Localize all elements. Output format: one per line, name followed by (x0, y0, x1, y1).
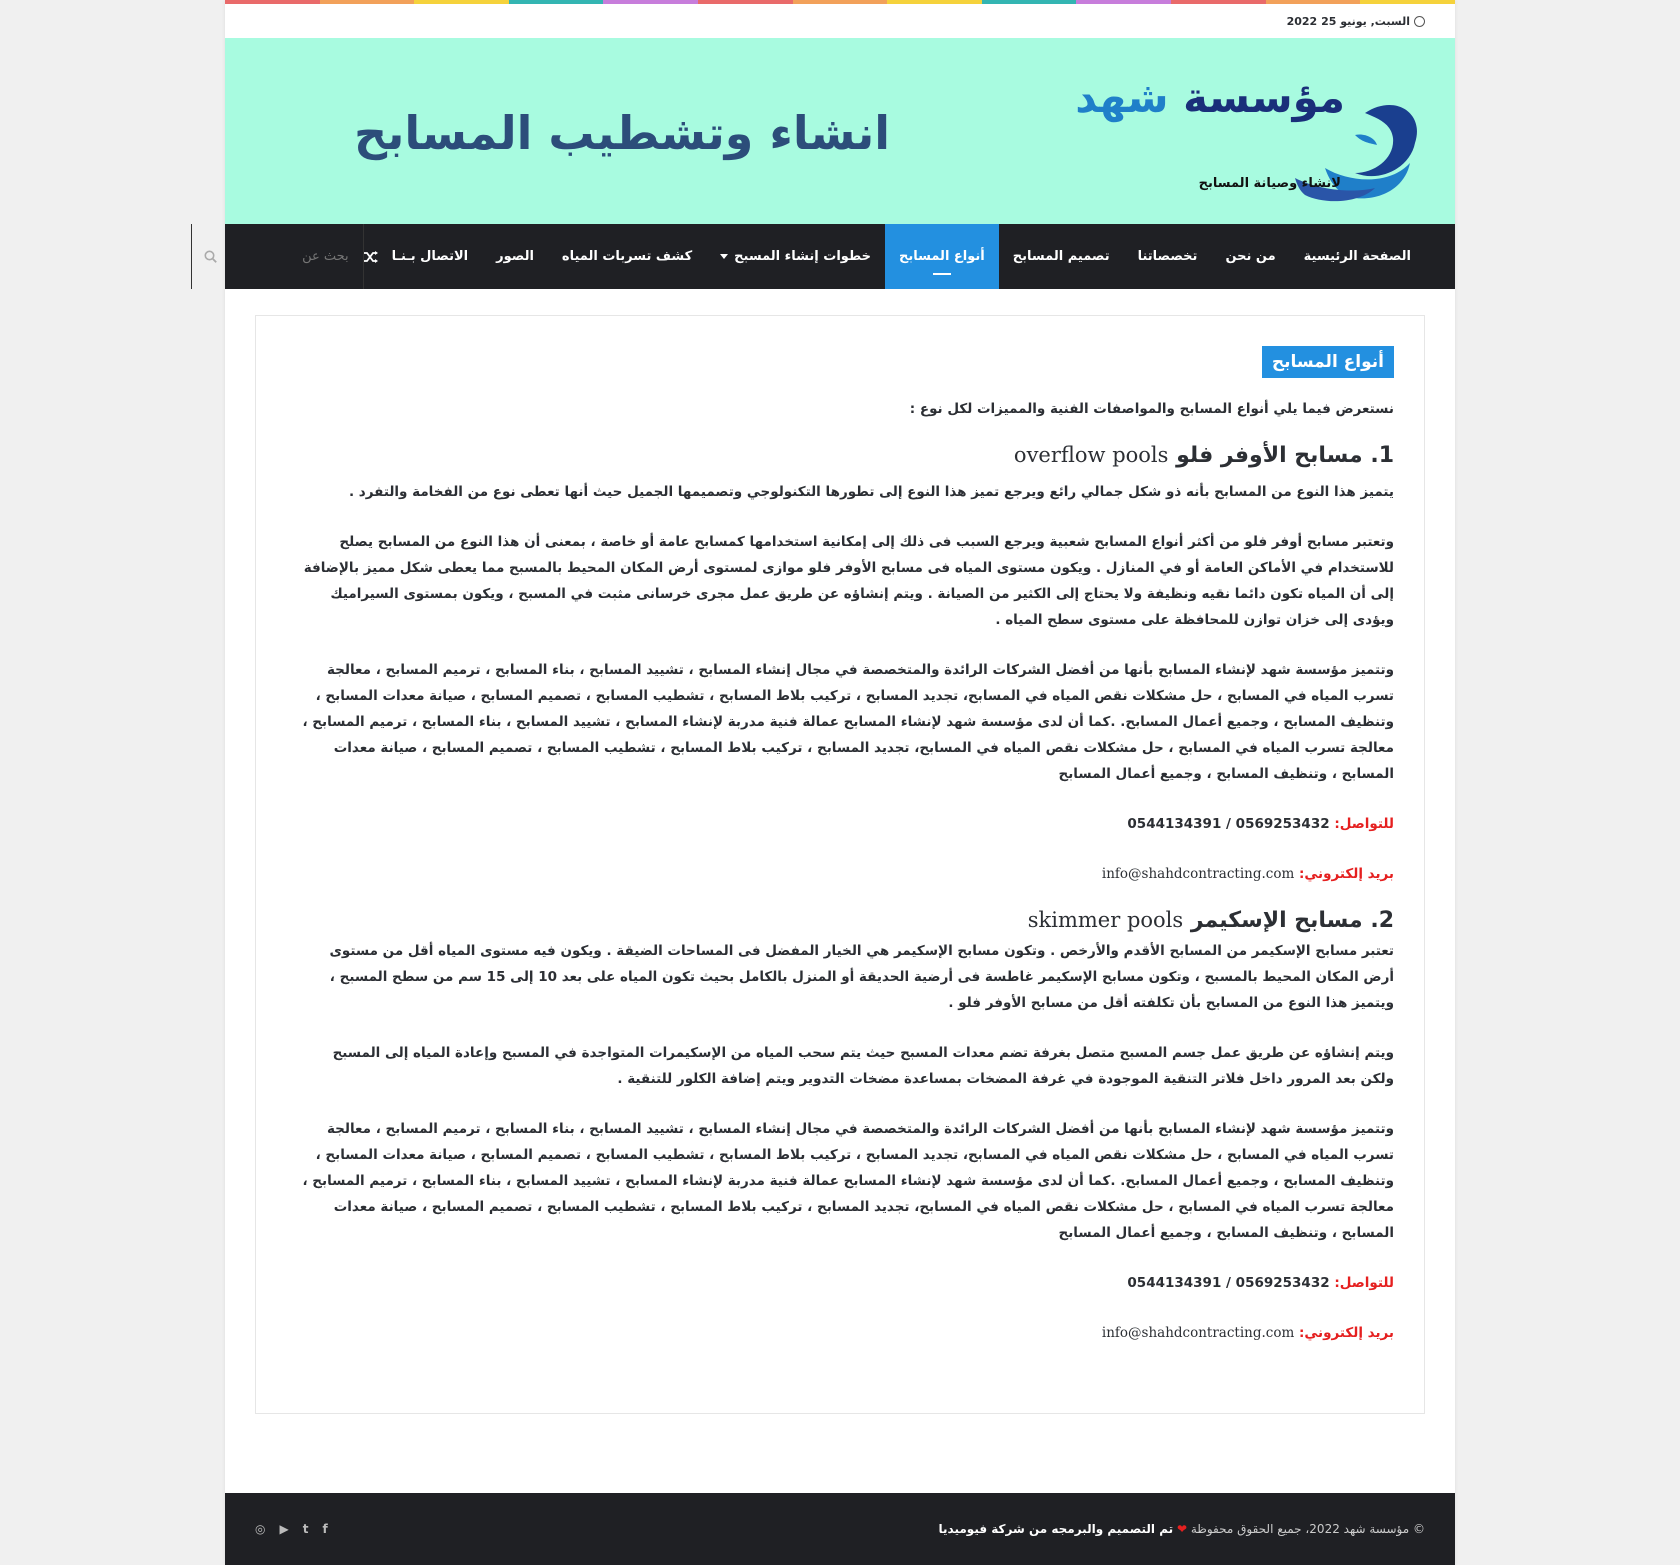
nav-item-build-steps[interactable] (706, 224, 885, 289)
site-header (225, 38, 1455, 224)
nav-item-pool-types[interactable]: أنواع المسابح (885, 224, 999, 289)
section2-paragraph-1: تعتبر مسابح الإسكيمر من المسابح الأقدم والأرخص . وتكون مسابح الإسكيمر هي الخيار المفضل فى المساحات الضيقة . ويكون فيه مستوى المياه أقل من مستوى أرض المكان المحيط بالمسبح ، وتكون مسابح الإسكيمر غاطسة فى أرضية الحديقة أو المنزل بالكامل بحيث تكون المياه على بعد 10 إلى 15 سم من سطح المسبح ، ويتميز هذا النوع من المسابح بأن تكلفته أقل من مسابح الأوفر فلو . (329, 943, 1394, 1011)
rainbow-stripe (225, 0, 1455, 4)
logo-title: مؤسسة شهد (1075, 73, 1345, 122)
nav-item-pool-design[interactable]: تصميم المسابح (1012, 249, 1110, 264)
section2-contact-line (296, 1270, 1394, 1296)
current-date: السبت, يونيو 25 2022 (1286, 14, 1410, 28)
section1-paragraph-2: وتعتبر مسابح أوفر فلو من أكثر أنواع المسابح شعبية ويرجع السبب فى ذلك إلى إمكانية استخدامها كمسابح عامة أو خاصة ، بمعنى أن هذا النوع من المسابح يصلح للاستخدام في الأماكن العامة أو في المنازل . ويكون مستوى المياه فى مسابح الأوفر فلو موازى لمستوى أرض المكان المحيط بالمسبح مما يعطى شكل مميز بالإضافة إلى أن المياه تكون دائما نقيه ونظيفة ولا يحتاج إلى الكثير من الصيانة . ويتم إنشاؤه عن طريق عمل مجرى خرسانى مثبت في المسبح ، ويكون بمستوى السيراميك ويؤدى إلى خزان توازن للمحافظة على مستوى سطح المياه . (303, 534, 1394, 628)
chevron-down-icon (720, 254, 728, 259)
email-link[interactable]: info@shahdcontracting.com (1101, 866, 1295, 882)
header-banner-title: انشاء وتشطيب المسابح (353, 106, 890, 160)
email-label: بريد إلكتروني: (1298, 1325, 1394, 1341)
nav-item-gallery[interactable]: الصور (496, 249, 534, 264)
copyright-text: © مؤسسة شهد 2022، جميع الحقوق محفوظة (1190, 1522, 1425, 1536)
random-post-button[interactable] (363, 224, 378, 289)
nav-item-home[interactable]: الصفحة الرئيسية (1303, 249, 1411, 264)
shuffle-icon (364, 251, 378, 263)
search-icon[interactable] (204, 250, 217, 263)
section-heading-overflow: 1. مسابح الأوفر فلو overflow pools (1013, 443, 1394, 468)
facebook-icon[interactable]: f (322, 1522, 328, 1536)
page-title: أنواع المسابح (1262, 346, 1394, 378)
footer-copyright-area (939, 1522, 1425, 1536)
search-input[interactable] (217, 248, 351, 265)
nav-item-build-steps-label: خطوات إنشاء المسبح (734, 249, 871, 264)
nav-item-specialties[interactable]: تخصصاتنا (1137, 249, 1198, 264)
email-link[interactable]: info@shahdcontracting.com (1101, 1325, 1295, 1341)
page-wrapper (225, 0, 1455, 1565)
section2-email-line (296, 1320, 1394, 1346)
contact-label: للتواصل: (1334, 816, 1394, 832)
credit-link[interactable]: تم التصميم والبرمجه من شركة فيوميديا (938, 1522, 1174, 1536)
email-label: بريد إلكتروني: (1298, 866, 1394, 882)
clock-icon (1414, 16, 1425, 27)
contact-phones: 0544134391 / 0569253432 (1127, 816, 1330, 832)
intro-paragraph: نستعرض فيما يلي أنواع المسابح والمواصفات الفنية والمميزات لكل نوع : (909, 401, 1394, 417)
logo-subtitle: لانشاء وصيانة المسابح (1198, 176, 1341, 191)
search-box (191, 224, 363, 289)
site-logo[interactable] (1075, 73, 1425, 208)
nav-item-about[interactable]: من نحن (1225, 249, 1276, 264)
social-links (255, 1522, 328, 1536)
top-bar (225, 4, 1455, 38)
section2-paragraph-3: وتتميز مؤسسة شهد لإنشاء المسابح بأنها من أفضل الشركات الرائدة والمتخصصة في مجال إنشاء المسابح ، تشييد المسابح ، بناء المسابح ، ترميم المسابح ، معالجة تسرب المياه في المسابح ، حل مشكلات نقص المياه في المسابح، تجديد المسابح ، تركيب بلاط المسابح ، تشطيب المسابح ، تصميم المسابح ، صيانة معدات المسابح ، وتنظيف المسابح ، وجميع أعمال المسابح. .كما أن لدى مؤسسة شهد لإنشاء المسابح عمالة فنية مدربة لإنشاء المسابح ، تشييد المسابح ، بناء المسابح ، ترميم المسابح ، معالجة تسرب المياه في المسابح ، حل مشكلات نقص المياه في المسابح، تجديد المسابح ، تركيب بلاط المسابح ، تشطيب المسابح ، تصميم المسابح ، صيانة معدات المسابح ، وتنظيف المسابح ، وجميع أعمال المسابح (302, 1121, 1394, 1241)
site-footer (225, 1493, 1455, 1565)
section2-paragraph-2: ويتم إنشاؤه عن طريق عمل جسم المسبح متصل بغرفة تضم معدات المسبح حيث يتم سحب المياه من الإسكيمرات المتواجدة في المسبح وإعادة المياه إلى المسبح ولكن بعد المرور داخل فلاتر التنقية الموجودة في غرفة المضخات بمساعدة مضخات التدوير ويتم إضافة الكلور للتنقية . (332, 1045, 1394, 1087)
nav-item-leak-detection[interactable]: كشف تسربات المياه (561, 249, 693, 264)
section-heading-skimmer: 2. مسابح الإسكيمر skimmer pools (1027, 908, 1394, 933)
twitter-icon[interactable]: t (302, 1522, 309, 1536)
nav-item-contact[interactable]: الاتصال بـنـا (391, 249, 469, 264)
contact-phones: 0544134391 / 0569253432 (1127, 1275, 1330, 1291)
section1-paragraph-1: يتميز هذا النوع من المسابح بأنه ذو شكل جمالي رائع ويرجع تميز هذا النوع إلى تطورها التكنولوجي وتصميمها الجميل حيث أنها تعطى نوع من الفخامة والتفرد . (348, 484, 1394, 500)
article-container (255, 315, 1425, 1414)
instagram-icon[interactable]: ◎ (255, 1522, 266, 1536)
main-navigation (225, 224, 1455, 289)
heart-icon: ❤ (1176, 1522, 1188, 1536)
section1-contact-line (296, 811, 1394, 837)
youtube-icon[interactable]: ▶ (279, 1522, 289, 1536)
section1-paragraph-3: وتتميز مؤسسة شهد لإنشاء المسابح بأنها من أفضل الشركات الرائدة والمتخصصة في مجال إنشاء المسابح ، تشييد المسابح ، بناء المسابح ، ترميم المسابح ، معالجة تسرب المياه في المسابح ، حل مشكلات نقص المياه في المسابح، تجديد المسابح ، تركيب بلاط المسابح ، تشطيب المسابح ، تصميم المسابح ، صيانة معدات المسابح ، وتنظيف المسابح ، وجميع أعمال المسابح. .كما أن لدى مؤسسة شهد لإنشاء المسابح عمالة فنية مدربة لإنشاء المسابح ، تشييد المسابح ، بناء المسابح ، ترميم المسابح ، معالجة تسرب المياه في المسابح ، حل مشكلات نقص المياه في المسابح، تجديد المسابح ، تركيب بلاط المسابح ، تشطيب المسابح ، تصميم المسابح ، صيانة معدات المسابح ، وتنظيف المسابح ، وجميع أعمال المسابح (302, 662, 1394, 782)
contact-label: للتواصل: (1334, 1275, 1394, 1291)
article-body (256, 316, 1424, 1346)
section1-email-line (296, 861, 1394, 887)
